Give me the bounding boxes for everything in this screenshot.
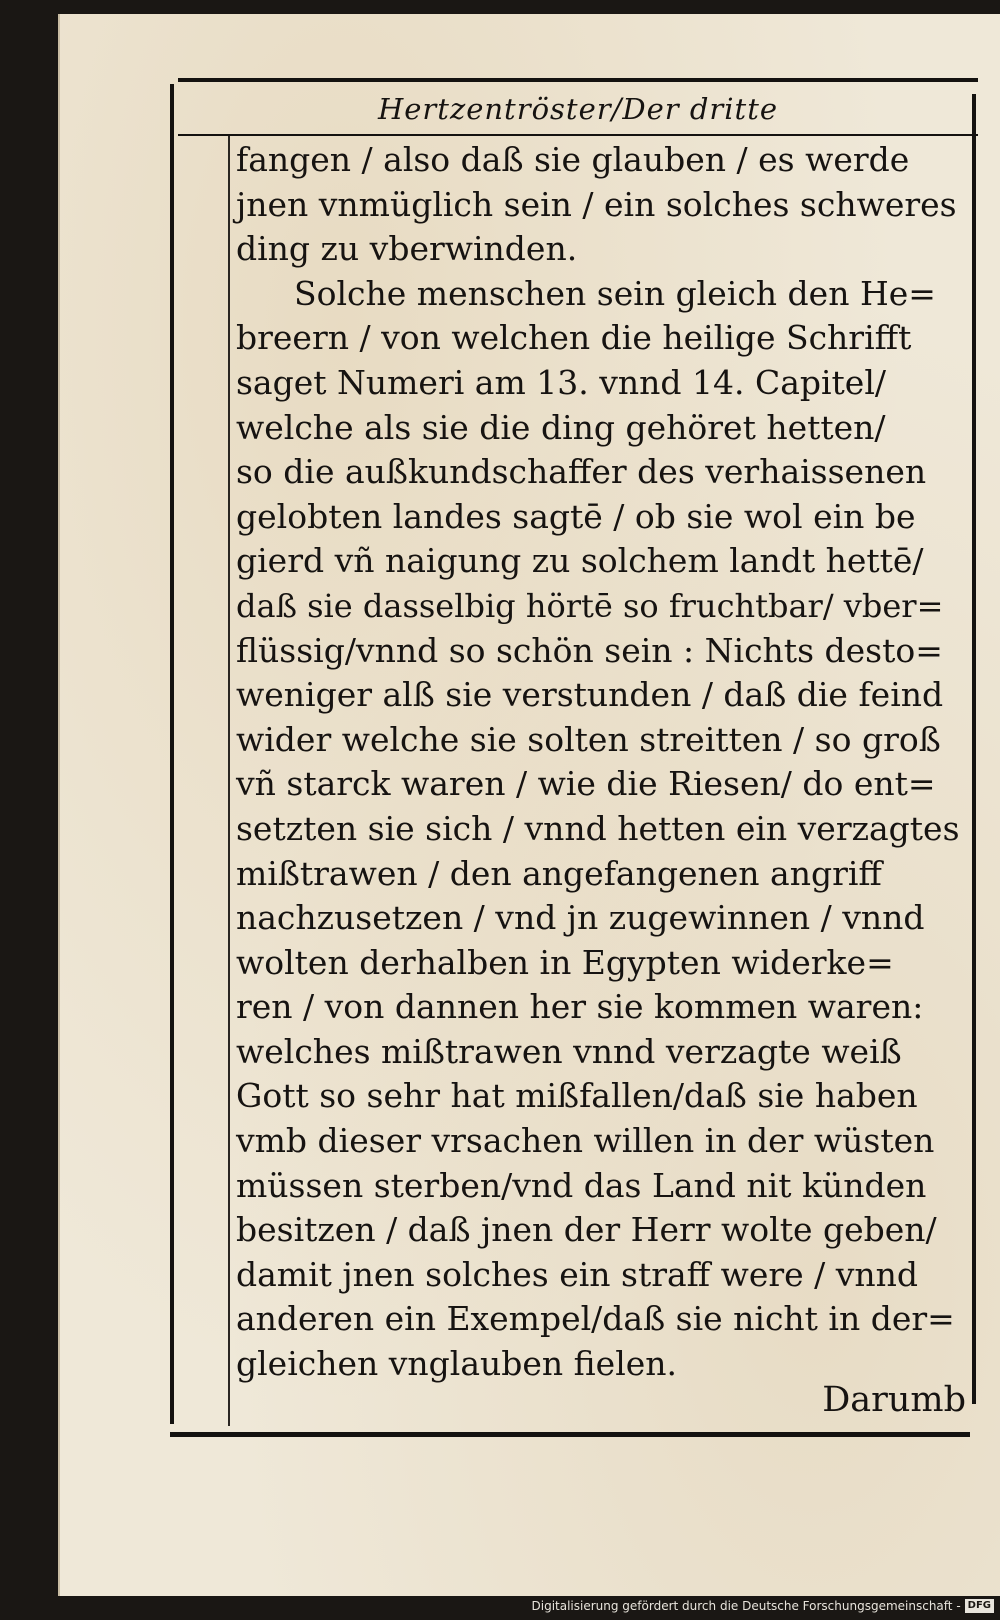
text-line: wolten derhalben in Egypten widerke=	[236, 942, 894, 982]
text-line: so die außkundschaffer des verhaissenen	[236, 452, 927, 492]
frame-rule-right	[972, 94, 976, 1404]
frame-rule-left-inner	[228, 136, 230, 1426]
text-line: Gott so sehr hat mißfallen/daß sie haben	[236, 1076, 918, 1116]
body-text	[236, 138, 964, 1387]
dfg-logo: DFG	[965, 1599, 994, 1613]
text-line: daß sie dasselbig hörtē so fruchtbar/ vber=	[236, 586, 944, 625]
frame-rule-bottom	[170, 1432, 970, 1437]
text-line: ren / von dannen her sie kommen waren:	[236, 987, 924, 1027]
text-line: welche als sie die ding gehöret hetten/	[236, 407, 886, 447]
text-line: damit jnen solches ein straff were / vnnd	[236, 1254, 919, 1294]
text-line: vmb dieser vrsachen willen in der wüsten	[236, 1121, 935, 1161]
digitization-footer	[532, 1597, 995, 1615]
running-head: Hertzentröster/Der dritte	[377, 92, 779, 126]
text-line: mißtrawen / den angefangenen angriff	[236, 853, 882, 893]
text-line: welches mißtrawen vnnd verzagte weiß	[236, 1031, 902, 1071]
text-line: Solche menschen sein gleich den He=	[294, 273, 936, 313]
catchword: Darumb	[822, 1380, 966, 1420]
text-line: gierd vñ naigung zu solchem landt hettē/	[236, 541, 924, 581]
text-line: weniger alß sie verstunden / daß die feind	[236, 675, 944, 715]
text-line: wider welche sie solten streitten / so groß	[236, 719, 941, 759]
text-line: besitzen / daß jnen der Herr wolte geben/	[236, 1210, 937, 1250]
text-line: breern / von welchen die heilige Schrifft	[236, 318, 912, 358]
text-line: flüssig/vnnd so schön sein : Nichts desto=	[236, 630, 943, 670]
text-line: ding zu vberwinden.	[236, 229, 578, 269]
text-line: gelobten landes sagtē / ob sie wol ein be	[236, 496, 916, 536]
frame-rule-top	[178, 78, 978, 82]
text-line: jnen vnmüglich sein / ein solches schweres	[236, 184, 957, 224]
text-line: müssen sterben/vnd das Land nit künden	[236, 1165, 927, 1205]
text-line: vñ starck waren / wie die Riesen/ do ent=	[236, 764, 936, 804]
text-line: fangen / also daß sie glauben / es werde	[236, 140, 910, 179]
text-line: saget Numeri am 13. vnnd 14. Capitel/	[236, 362, 887, 402]
text-line: setzten sie sich / vnnd hetten ein verzagtes	[236, 808, 960, 848]
frame-rule-under-heading	[178, 134, 978, 136]
frame-rule-left-outer	[170, 84, 174, 1424]
text-line: nachzusetzen / vnd jn zugewinnen / vnnd	[236, 898, 925, 938]
footer-text: Digitalisierung gefördert durch die Deutsche Forschungsgemeinschaft -	[531, 1599, 961, 1613]
text-line: gleichen vnglauben fielen.	[236, 1344, 678, 1384]
text-line: anderen ein Exempel/daß sie nicht in der=	[236, 1299, 955, 1339]
